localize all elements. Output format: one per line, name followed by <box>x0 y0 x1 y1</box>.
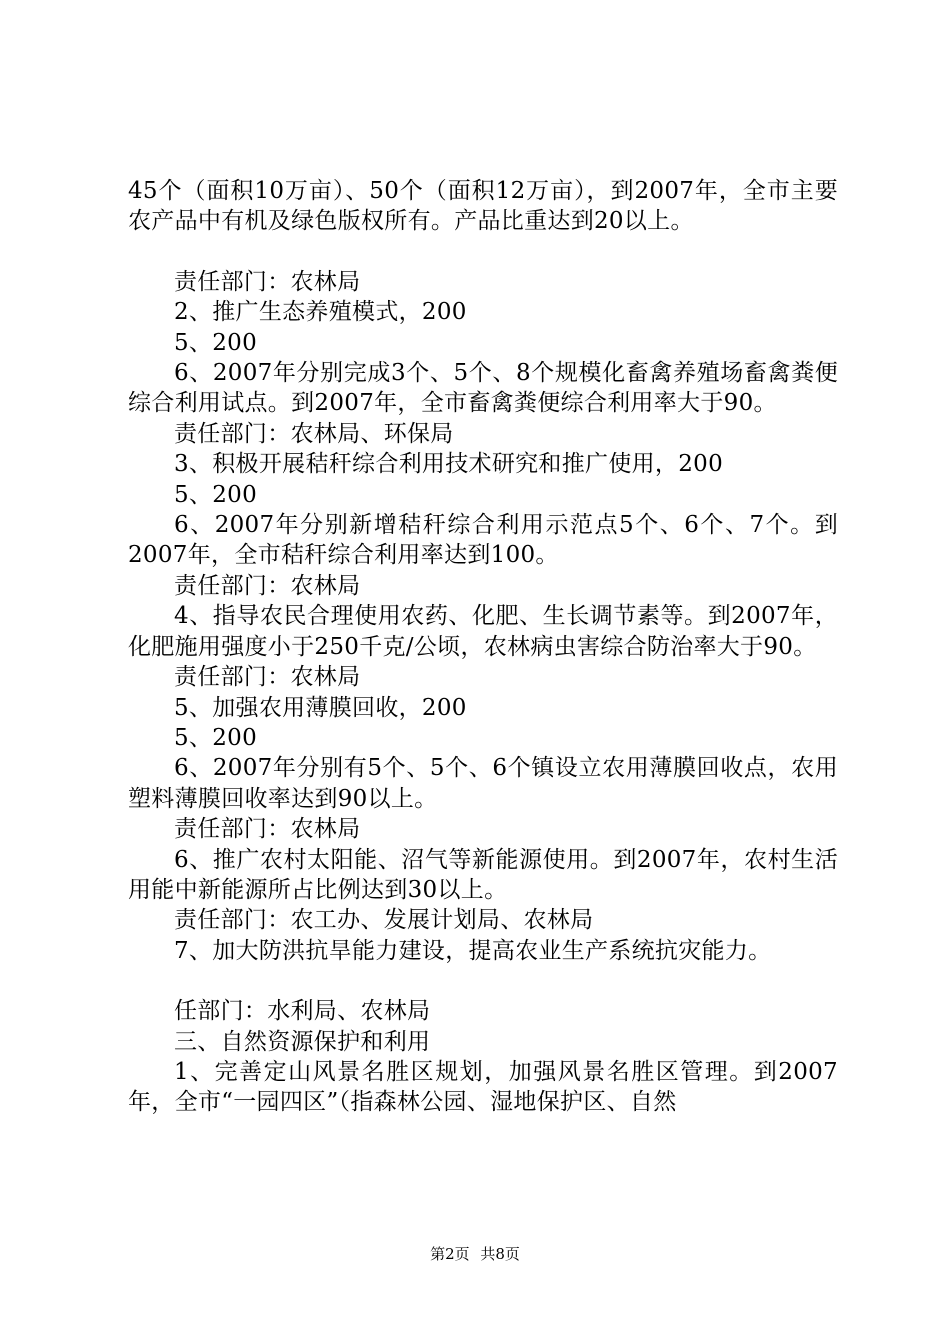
paragraph: 5、200 <box>174 724 258 751</box>
paragraph-gap <box>128 237 838 267</box>
paragraph: 7、加大防洪抗旱能力建设，提高农业生产系统抗灾能力。 <box>174 937 772 964</box>
page-footer <box>0 1244 950 1264</box>
paragraph: 2、推广生态养殖模式，200 <box>174 299 467 326</box>
paragraph: 责任部门：农林局 <box>174 816 361 843</box>
paragraph: 6、推广农村太阳能、沼气等新能源使用。到2007年，农村生活用能中新能源所占比例达到30以上。 <box>128 846 838 903</box>
page-number: 第2页 <box>430 1245 470 1263</box>
paragraph: 任部门：水利局、农林局 <box>174 998 431 1025</box>
paragraph: 责任部门：农林局 <box>174 268 361 295</box>
paragraph: 45个（面积10万亩）、50个（面积12万亩），到2007年，全市主要农产品中有机及绿色版权所有。产品比重达到20以上。 <box>128 178 838 235</box>
paragraph: 6、2007年分别新增秸秆综合利用示范点5个、6个、7个。到2007年，全市秸秆综合利用率达到100。 <box>128 512 838 569</box>
paragraph: 5、200 <box>174 329 258 356</box>
paragraph: 3、积极开展秸秆综合利用技术研究和推广使用，200 <box>174 451 724 478</box>
paragraph-gap <box>128 966 838 996</box>
paragraph: 责任部门：农工办、发展计划局、农林局 <box>174 907 594 934</box>
paragraph: 5、加强农用薄膜回收，200 <box>174 694 467 721</box>
paragraph: 1、完善定山风景名胜区规划，加强风景名胜区管理。到2007年，全市“一园四区”（指森林公园、湿地保护区、自然 <box>128 1058 838 1116</box>
paragraph: 5、200 <box>174 481 258 508</box>
document-body <box>128 176 838 1118</box>
paragraph: 责任部门：农林局 <box>174 664 361 691</box>
paragraph: 三、自然资源保护和利用 <box>174 1028 431 1055</box>
paragraph: 4、指导农民合理使用农药、化肥、生长调节素等。到2007年，化肥施用强度小于250千克/公顷，农林病虫害综合防治率大于90。 <box>128 603 838 660</box>
page-total: 共8页 <box>480 1245 520 1263</box>
paragraph: 6、2007年分别有5个、5个、6个镇设立农用薄膜回收点，农用塑料薄膜回收率达到90以上。 <box>128 755 838 812</box>
paragraph: 6、2007年分别完成3个、5个、8个规模化畜禽养殖场畜禽粪便综合利用试点。到2007年，全市畜禽粪便综合利用率大于90。 <box>128 360 838 417</box>
paragraph: 责任部门：农林局、环保局 <box>174 420 454 447</box>
paragraph: 责任部门：农林局 <box>174 572 361 599</box>
